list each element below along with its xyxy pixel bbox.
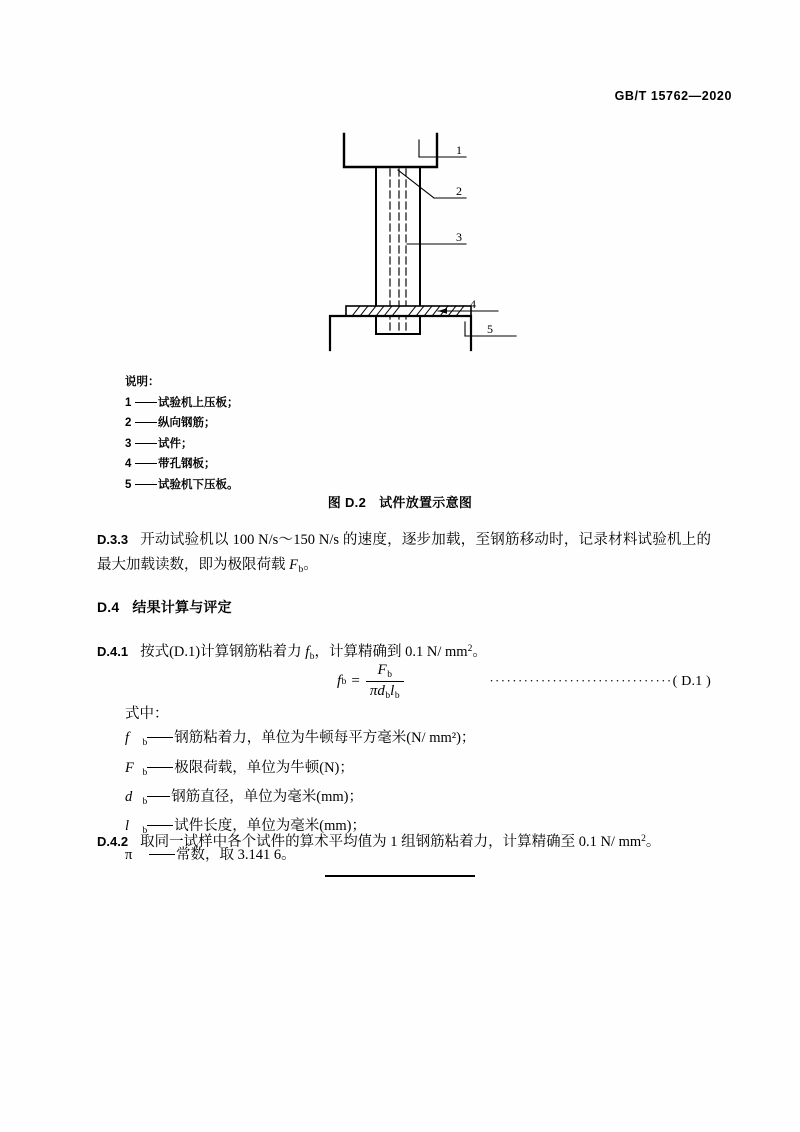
figure-caption (0, 492, 800, 511)
where-title: 式中： (125, 706, 169, 722)
where-symbol-f-subscript: b (142, 738, 148, 749)
callout-number-1: 1 (456, 143, 462, 157)
legend-dash-icon (135, 422, 157, 423)
legend-dash-icon (135, 443, 157, 444)
legend-dash-icon (135, 463, 157, 464)
legend-item-4-number: 4 (125, 458, 132, 470)
formula-denominator-d: d (377, 683, 385, 700)
callout-number-4: 4 (470, 297, 476, 311)
section-d4-number: D.4 (97, 599, 120, 615)
clause-d33-text: 开动试验机以 100 N/s～150 N/s 的速度，逐步加载，至钢筋移动时，记录材料试验机上的最大加载读数，即为极限荷载 (97, 532, 711, 573)
where-symbol-F-upper: F (125, 759, 134, 776)
callout-number-5: 5 (487, 322, 493, 336)
where-item-fb (125, 726, 475, 755)
where-symbol-d-subscript: b (142, 796, 148, 807)
legend-item-3-number: 3 (125, 437, 132, 450)
clause-d41-text-tail: 。 (472, 644, 487, 660)
callout-number-3: 3 (456, 230, 462, 244)
clause-d42-text-before: 取同一试样中各个试件的算术平均值为 1 组钢筋粘着力，计算精确至 0.1 N/ mm (140, 834, 642, 850)
figure-legend (125, 372, 239, 495)
formula-denominator-pi: π (369, 683, 378, 700)
legend-dash-icon (135, 402, 157, 403)
where-symbol-d: d (125, 788, 133, 805)
legend-item-1 (125, 393, 239, 414)
section-d4-title: 结果计算与评定 (132, 599, 232, 615)
where-text-lb: 试件长度，单位为毫米(mm)； (174, 818, 366, 835)
formula-numerator-subscript: b (387, 670, 392, 680)
where-symbol-pi: π (125, 847, 133, 864)
legend-item-4 (125, 454, 239, 475)
callout-number-2: 2 (456, 184, 462, 198)
clause-d42-paragraph (97, 827, 711, 855)
formula-equals-sign: = (351, 673, 360, 690)
legend-item-3 (125, 434, 239, 455)
clause-d41-square-superscript: 2 (467, 644, 473, 654)
clause-d33-symbol-F: F (289, 556, 298, 573)
legend-item-5-label: 试验机下压板。 (158, 478, 239, 491)
where-text-Fb: 极限荷载，单位为牛顿(N)； (174, 759, 354, 776)
section-heading-d4 (97, 597, 232, 617)
formula-leader-dots: ································ (489, 673, 673, 688)
formula-fraction (366, 662, 404, 702)
formula-numerator-symbol: F (377, 662, 387, 678)
legend-item-2-number: 2 (125, 417, 132, 429)
where-dash-icon (147, 767, 173, 768)
formula-d1-row (97, 662, 711, 706)
clause-d41-symbol-f-subscript: b (309, 652, 315, 662)
where-dash-icon (149, 854, 175, 855)
formula-lhs-subscript: b (341, 676, 347, 687)
page-header-standard-number: GB/T 15762—2020 (614, 89, 732, 103)
where-dash-icon (147, 737, 173, 738)
formula-denominator-l-subscript: b (394, 691, 400, 702)
legend-title: 说明： (125, 376, 160, 388)
legend-item-1-number: 1 (125, 396, 132, 409)
clause-d33-symbol-F-subscript: b (298, 564, 304, 575)
clause-d42-square-superscript: 2 (641, 834, 646, 844)
clause-d42-number: D.4.2 (97, 834, 129, 849)
legend-dash-icon (135, 484, 157, 485)
legend-item-2-label: 纵向钢筋； (158, 417, 216, 429)
clause-d33-paragraph (97, 528, 711, 582)
clause-d41-symbol-f: f (305, 644, 310, 660)
formula-d1-number-group (489, 673, 711, 690)
where-dash-icon (147, 796, 170, 797)
where-text-fb: 钢筋粘着力，单位为牛顿每平方毫米(N/ mm²)； (174, 730, 476, 747)
formula-d1 (337, 662, 405, 702)
clause-d41-text-before: 按式(D.1)计算钢筋粘着力 (140, 644, 306, 660)
end-of-section-rule (325, 875, 475, 877)
where-item-db (125, 785, 475, 814)
figure-caption-label: 图 D.2 (327, 495, 367, 510)
formula-denominator-d-subscript: b (385, 691, 391, 702)
formula-denominator-l: l (390, 683, 395, 700)
where-symbol-F-subscript: b (142, 767, 148, 778)
figure-caption-title: 试件放置示意图 (379, 495, 473, 510)
legend-item-2 (125, 413, 239, 434)
formula-lhs-symbol: f (337, 673, 342, 690)
formula-numerator (374, 662, 396, 681)
where-symbol-f: f (125, 730, 130, 747)
where-text-db: 钢筋直径，单位为毫米(mm)； (171, 788, 363, 805)
where-text-pi: 常数，取 3.141 6。 (176, 847, 296, 864)
clause-d33-text-tail: 。 (303, 556, 318, 573)
figure-d2-diagram (0, 128, 800, 358)
upper-press-plate-shape (344, 134, 437, 167)
where-item-Fb (125, 756, 475, 785)
legend-item-1-label: 试验机上压板； (158, 396, 239, 409)
legend-item-3-label: 试件； (158, 437, 193, 450)
legend-item-4-label: 带孔钢板； (158, 458, 216, 470)
clause-d42-text-tail: 。 (645, 834, 661, 850)
legend-item-5-number: 5 (125, 478, 132, 491)
formula-denominator (366, 681, 404, 701)
specimen-placement-schematic (0, 128, 800, 358)
clause-d41-number: D.4.1 (97, 644, 129, 659)
clause-d41-text-after: ，计算精确到 0.1 N/ mm (314, 644, 468, 660)
formula-number: ( D.1 ) (672, 674, 711, 689)
where-symbol-l: l (125, 818, 130, 835)
clause-d33-number: D.3.3 (97, 532, 129, 547)
where-symbol-l-subscript: b (142, 826, 148, 837)
